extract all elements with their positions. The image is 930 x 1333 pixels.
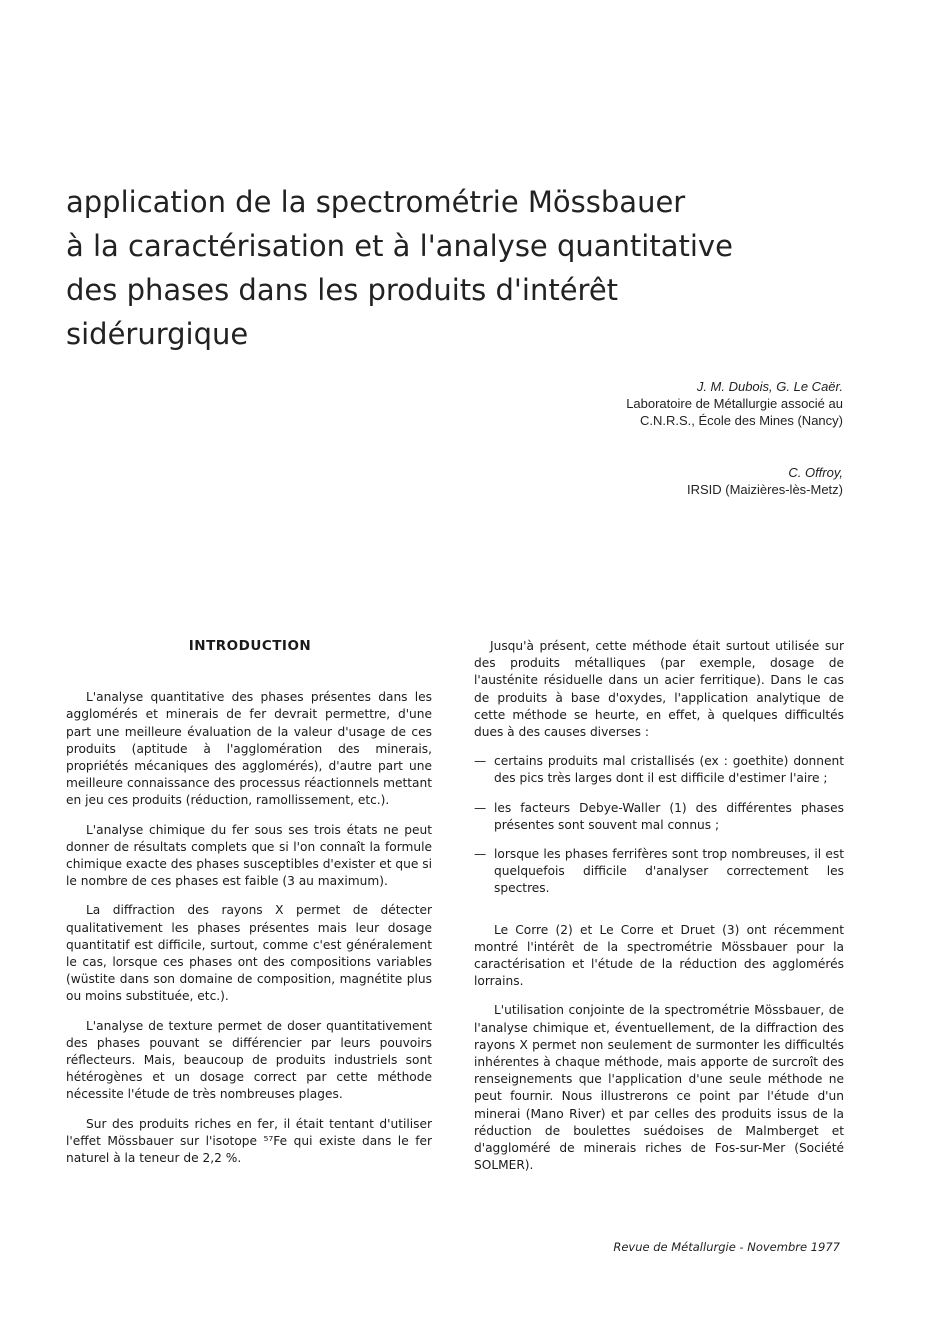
bullet-list — [474, 753, 844, 897]
article-title — [66, 180, 866, 356]
paragraph: La diffraction des rayons X permet de détecter qualitativement les phases présentes mais leur dosage quantitatif est difficile, surtout, comme c'est généralement le cas, lorsque ces phases ont des compositions variables (wüstite dans son domaine de composition, magnétite plus ou moins substituée, etc.). — [66, 903, 432, 1004]
list-item — [474, 846, 844, 898]
paragraph: Jusqu'à présent, cette méthode était surtout utilisée sur des produits métalliques (par exemple, dosage de l'austénite résiduelle dans un acier ferritique). Dans le cas de produits à base d'oxydes, l'application analytique de cette méthode se heurte, en effet, à quelques difficultés dues à des causes diverses : — [474, 639, 844, 740]
paragraph: Sur des produits riches en fer, il était tentant d'utiliser l'effet Mössbauer sur l'isotope ⁵⁷Fe qui existe dans le fer naturel à la teneur de 2,2 %. — [66, 1116, 432, 1166]
list-item — [474, 800, 844, 834]
paragraph: L'utilisation conjointe de la spectrométrie Mössbauer, de l'analyse chimique et, éventuellement, de la diffraction des rayons X permet non seulement de surmonter les difficultés inhérentes à chaque méthode, mais apporte de surcroît des renseignements que l'application d'une seule méthode ne peut fournir. Nous illustrerons ce point par l'étude d'un minerai (Mano River) et par celles des produits issus de la réduction de boulettes suédoises de Malmberget et d'aggloméré de minerais riches de Fos-sur-Mer (Société SOLMER). — [474, 1003, 844, 1173]
paragraph: L'analyse de texture permet de doser quantitativement des phases pouvant se différencier par leurs pouvoirs réflecteurs. Mais, beaucoup de produits industriels sont hétérogènes et un dosage correct par cette méthode nécessite l'étude de très nombreuses plages. — [66, 1018, 432, 1102]
author-block-1 — [443, 378, 843, 429]
author-affiliation: IRSID (Maizières-lès-Metz) — [686, 482, 843, 497]
left-column — [66, 638, 432, 1179]
author-block-2 — [443, 464, 843, 498]
author-affiliation: C.N.R.S., École des Mines (Nancy) — [639, 413, 843, 428]
list-item — [474, 753, 844, 787]
author-names: C. Offroy, — [788, 465, 843, 480]
journal-footer: Revue de Métallurgie - Novembre 1977 — [613, 1240, 840, 1254]
title-line-4: sidérurgique — [66, 317, 249, 351]
title-line-3: des phases dans les produits d'intérêt — [66, 273, 619, 307]
paragraph: Le Corre (2) et Le Corre et Druet (3) ont récemment montré l'intérêt de la spectrométrie Mössbauer pour la caractérisation et l'étude de la réduction des agglomérés lorrains. — [474, 922, 844, 989]
author-names: J. M. Dubois, G. Le Caër. — [696, 379, 843, 394]
dash-marker: — — [474, 754, 487, 769]
paragraph: L'analyse quantitative des phases présentes dans les agglomérés et minerais de fer devrait permettre, d'une part une meilleure évaluation de la valeur d'usage de ces produits (aptitude à l'agglomération des minerais, propriétés mécaniques des agglomérés), d'autre part une meilleure connaissance des processus réactionnels mettant en jeu ces produits (réduction, ramollissement, etc.). — [66, 690, 432, 808]
author-affiliation: Laboratoire de Métallurgie associé au — [626, 396, 843, 411]
list-item-text: certains produits mal cristallisés (ex : goethite) donnent des pics très larges dont il est difficile d'estimer l'aire ; — [494, 754, 844, 786]
section-heading: INTRODUCTION — [188, 638, 312, 654]
list-item-text: lorsque les phases ferrifères sont trop nombreuses, il est quelquefois difficile d'analyser correctement les spectres. — [494, 847, 844, 896]
dash-marker: — — [474, 847, 487, 862]
title-line-2: à la caractérisation et à l'analyse quantitative — [66, 229, 733, 263]
list-item-text: les facteurs Debye-Waller (1) des différentes phases présentes sont souvent mal connus ; — [494, 800, 844, 832]
paragraph: L'analyse chimique du fer sous ses trois états ne peut donner de résultats complets que si l'on connaît la formule chimique exacte des phases susceptibles d'exister et que si le nombre de ces phases est faible (3 au maximum). — [66, 822, 432, 889]
dash-marker: — — [474, 800, 487, 815]
title-line-1: application de la spectrométrie Mössbauer — [66, 185, 686, 219]
right-column — [474, 638, 844, 1186]
